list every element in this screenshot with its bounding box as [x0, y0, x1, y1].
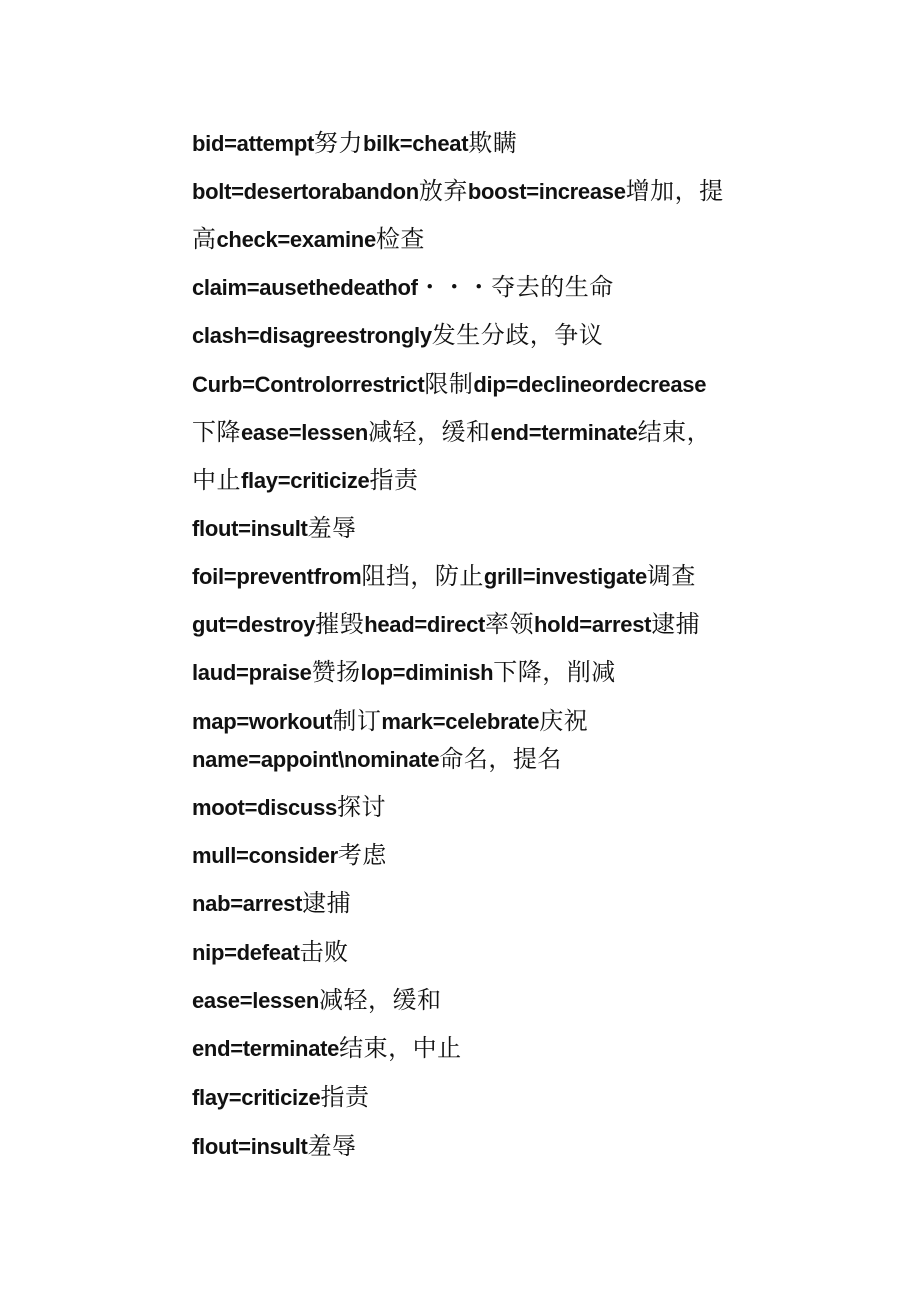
text-line: [192, 513, 357, 544]
chinese-gloss: 减轻，缓和: [367, 418, 491, 446]
text-line: [192, 706, 588, 737]
text-line: [192, 937, 349, 968]
chinese-gloss: 努力: [314, 129, 363, 157]
chinese-gloss: 赞扬: [311, 658, 361, 686]
chinese-gloss: 指责: [369, 466, 419, 494]
chinese-gloss: 下降，削减: [493, 658, 616, 686]
text-line: [192, 224, 425, 255]
english-term: flout=insult: [192, 1134, 308, 1159]
chinese-gloss: 命名，提名: [439, 745, 562, 773]
text-line: [192, 840, 387, 871]
chinese-gloss: 羞辱: [307, 514, 357, 542]
chinese-gloss: 阻挡，防止: [361, 562, 484, 590]
english-term: name=appoint\nominate: [192, 747, 440, 772]
chinese-gloss: 羞辱: [307, 1132, 357, 1160]
text-line: [192, 465, 419, 496]
english-term: nab=arrest: [192, 891, 303, 916]
text-line: [192, 561, 696, 592]
chinese-gloss: ・・・夺去的生命: [417, 273, 614, 301]
english-term: bid=attempt: [192, 131, 314, 156]
text-line: [192, 985, 441, 1016]
text-line: [192, 272, 614, 303]
english-term: map=workout: [192, 709, 333, 734]
english-term: foil=preventfrom: [192, 564, 362, 589]
text-line: [192, 369, 706, 400]
chinese-gloss: 下降: [192, 418, 241, 446]
english-term: gut=destroy: [192, 612, 316, 637]
text-line: [192, 609, 700, 640]
english-term: check=examine: [216, 227, 376, 252]
english-term: bolt=desertorabandon: [192, 179, 419, 204]
chinese-gloss: 检查: [375, 225, 425, 253]
text-line: [192, 1033, 462, 1064]
chinese-gloss: 逮捕: [651, 610, 701, 638]
english-term: dip=declineordecrease: [473, 372, 707, 397]
chinese-gloss: 考虑: [337, 841, 387, 869]
english-term: hold=arrest: [534, 612, 652, 637]
english-term: claim=ausethedeathof: [192, 275, 418, 300]
text-line: [192, 888, 351, 919]
english-term: boost=increase: [467, 179, 626, 204]
english-term: end=terminate: [192, 1036, 340, 1061]
chinese-gloss: 结束，: [637, 418, 712, 446]
english-term: nip=defeat: [192, 940, 300, 965]
chinese-gloss: 高: [192, 225, 217, 253]
text-line: [192, 657, 616, 688]
chinese-gloss: 制订: [332, 707, 382, 735]
english-term: clash=disagreestrongly: [192, 323, 432, 348]
text-line: [192, 744, 562, 775]
english-term: ease=lessen: [241, 420, 368, 445]
text-line: [192, 128, 517, 159]
chinese-gloss: 击败: [299, 938, 349, 966]
english-term: mark=celebrate: [381, 709, 540, 734]
chinese-gloss: 限制: [424, 370, 474, 398]
english-term: mull=consider: [192, 843, 338, 868]
chinese-gloss: 结束，中止: [339, 1034, 462, 1062]
chinese-gloss: 增加，提: [625, 177, 724, 205]
chinese-gloss: 率领: [485, 610, 535, 638]
english-term: flay=criticize: [241, 468, 370, 493]
chinese-gloss: 摧毁: [315, 610, 365, 638]
english-term: lop=diminish: [360, 660, 494, 685]
english-term: Curb=Controlorrestrict: [192, 372, 425, 397]
english-term: flay=criticize: [192, 1085, 321, 1110]
text-line: [192, 1131, 357, 1162]
text-line: [192, 1082, 370, 1113]
english-term: flout=insult: [192, 516, 308, 541]
english-term: head=direct: [364, 612, 486, 637]
chinese-gloss: 庆祝: [539, 707, 589, 735]
english-term: grill=investigate: [483, 564, 647, 589]
english-term: ease=lessen: [192, 988, 319, 1013]
text-line: [192, 792, 386, 823]
english-term: moot=discuss: [192, 795, 337, 820]
chinese-gloss: 指责: [320, 1083, 370, 1111]
english-term: laud=praise: [192, 660, 312, 685]
chinese-gloss: 探讨: [336, 793, 386, 821]
text-line: [192, 320, 603, 351]
english-term: end=terminate: [490, 420, 638, 445]
chinese-gloss: 逮捕: [302, 889, 352, 917]
chinese-gloss: 放弃: [418, 177, 468, 205]
english-term: bilk=cheat: [363, 131, 469, 156]
chinese-gloss: 欺瞒: [468, 129, 518, 157]
chinese-gloss: 发生分歧，争议: [431, 321, 604, 349]
text-line: [192, 176, 724, 207]
chinese-gloss: 减轻，缓和: [318, 986, 442, 1014]
chinese-gloss: 调查: [646, 562, 696, 590]
text-line: [192, 417, 711, 448]
chinese-gloss: 中止: [192, 466, 241, 494]
